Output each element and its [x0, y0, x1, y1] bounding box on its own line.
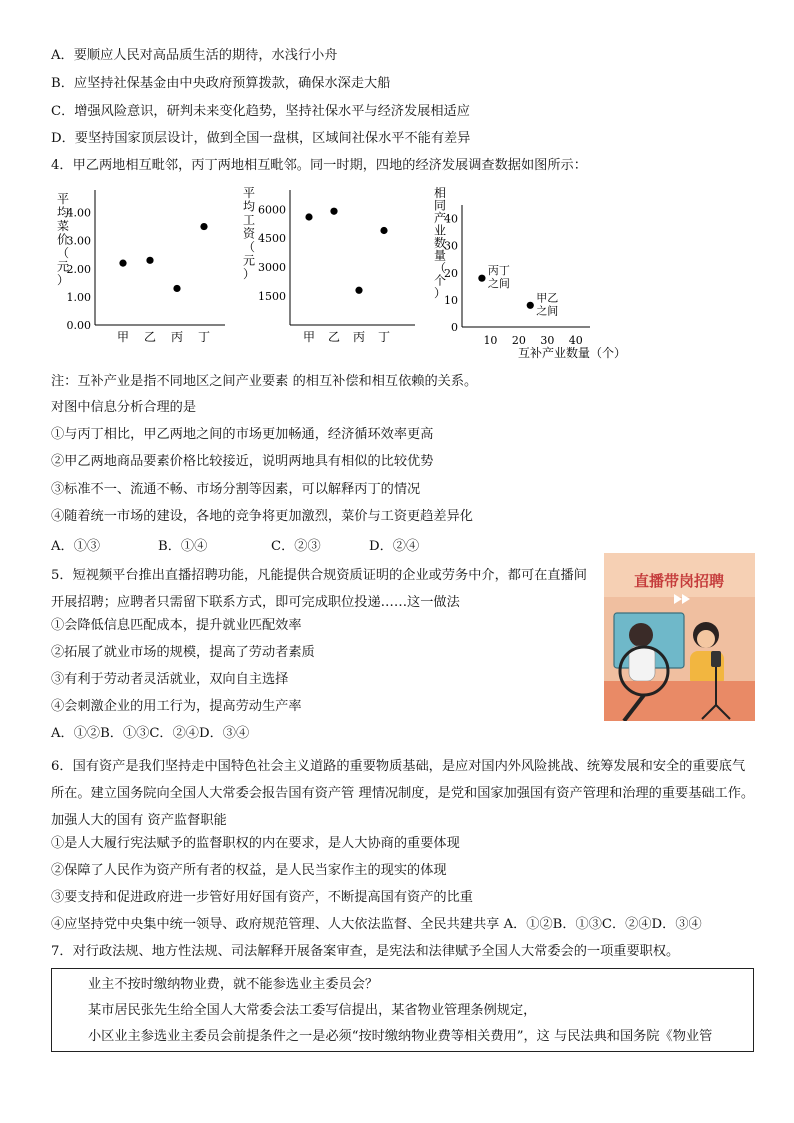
point-label: 之间 — [487, 277, 510, 291]
y-tick-label: 6000 — [258, 203, 286, 217]
x-tick-label: 30 — [540, 334, 555, 347]
data-point — [200, 223, 207, 230]
q5-item-1: ①会降低信息匹配成本，提升就业匹配效率 — [51, 618, 302, 633]
q7-stem: 7．对行政法规、地方性法规、司法解释开展备案审查，是宪法和法律赋予全国人大常委会的一项重要职权。 — [51, 944, 680, 959]
data-point — [330, 208, 337, 215]
q7-box-line-2: 某市居民张先生给全国人大常委会法工委写信提出，某省物业管理条例规定， — [88, 1003, 537, 1018]
q4-choice-a: A．①③ — [51, 539, 101, 554]
ylabel-char: 平 — [56, 192, 70, 206]
q4-choice-b: B．①④ — [158, 539, 208, 554]
x-tick-label: 40 — [568, 334, 583, 347]
data-point — [146, 257, 153, 264]
q6-item-4: ④应坚持党中央集中统一领导、政府规范管理、人大依法监督、全民共建共享 A．①②B．①③C．②④D．③④ — [51, 917, 702, 932]
poster-illustration — [604, 553, 755, 721]
y-tick-label: 30 — [444, 239, 458, 253]
q4-choice-c: C．②③ — [271, 539, 321, 554]
q5-item-4: ④会刺激企业的用工行为，提高劳动生产率 — [51, 699, 302, 714]
data-point — [305, 213, 312, 220]
data-point — [173, 285, 180, 292]
q7-box-line-1: 业主不按时缴纳物业费，就不能参选业主委员会？ — [88, 977, 379, 992]
live-recruitment-poster — [604, 553, 755, 721]
y-tick-label: 10 — [444, 293, 458, 307]
q4-item-2: ②甲乙两地商品要素价格比较接近，说明两地具有相似的比较优势 — [51, 454, 434, 469]
poster-title: 直播带岗招聘 — [633, 572, 725, 590]
y-tick-label: 0.00 — [66, 319, 91, 332]
ylabel-char: 均 — [242, 199, 256, 214]
ylabel-char: 元 — [242, 253, 256, 268]
ylabel-char: ） — [433, 286, 447, 300]
ylabel-char: 价 — [56, 232, 70, 247]
q6-item-3: ③要支持和促进政府进一步管好用好国有资产，不断提高国有资产的比重 — [51, 890, 473, 905]
chart3-xlabel: 互补产业数量（个） — [518, 346, 627, 360]
ylabel-char: 资 — [242, 226, 256, 241]
y-tick-label: 20 — [444, 266, 458, 280]
y-tick-label: 40 — [444, 212, 458, 226]
q7-material-box — [51, 968, 754, 1052]
q4-choice-d: D．②④ — [369, 539, 420, 554]
q3-option-d: D．要坚持国家顶层设计，做到全国一盘棋，区域间社保水平不能有差异 — [51, 131, 471, 146]
q5-stem: 5．短视频平台推出直播招聘功能，凡能提供合规资质证明的企业或劳务中介，都可在直播间开展招聘；应聘者只需留下联系方式，即可完成职位投递……这一做法 — [51, 568, 587, 610]
q4-question: 对图中信息分析合理的是 — [51, 400, 197, 415]
x-category-label: 乙 — [143, 330, 157, 344]
y-tick-label: 2.00 — [66, 262, 91, 276]
q4-choices — [51, 535, 419, 554]
point-label: 之间 — [536, 304, 559, 318]
x-tick-label: 10 — [483, 334, 498, 347]
x-category-label: 丙 — [352, 330, 366, 344]
ylabel-char: （ — [433, 261, 447, 275]
data-point — [478, 275, 485, 282]
ylabel-char: 平 — [242, 186, 256, 200]
ylabel-char: 相 — [433, 186, 447, 200]
y-tick-label: 4.00 — [66, 206, 91, 220]
q3-option-c: C．增强风险意识，研判未来变化趋势，坚持社保水平与经济发展相适应 — [51, 104, 470, 119]
ylabel-char: 业 — [433, 223, 447, 238]
chart-avg-wage — [240, 185, 420, 350]
y-tick-label: 1.00 — [66, 290, 91, 304]
ylabel-char: 工 — [242, 213, 256, 227]
ylabel-char: 数 — [433, 236, 447, 250]
q4-item-1: ①与丙丁相比，甲乙两地之间的市场更加畅通，经济循环效率更高 — [51, 427, 434, 442]
q3-option-b: B．应坚持社保基金由中央政府预算拨款，确保水深走大船 — [51, 76, 391, 91]
ylabel-char: 个 — [433, 273, 447, 288]
data-point — [527, 302, 534, 309]
q6-item-2: ②保障了人民作为资产所有者的权益，是人民当家作主的现实的体现 — [51, 863, 447, 878]
chart-industry-counts — [430, 185, 630, 365]
q5-choices: A．①②B．①③C．②④D．③④ — [51, 726, 250, 741]
woman-figure — [629, 623, 653, 647]
q4-item-3: ③标准不一、流通不畅、市场分割等因素，可以解释丙丁的情况 — [51, 482, 421, 497]
y-tick-label: 3.00 — [66, 234, 91, 248]
phone-icon — [711, 651, 721, 667]
q5-item-2: ②拓展了就业市场的规模，提高了劳动者素质 — [51, 645, 315, 660]
data-point — [119, 260, 126, 267]
data-point — [355, 287, 362, 294]
chart2-ylabel — [243, 186, 256, 281]
ylabel-char: （ — [242, 240, 256, 254]
x-category-label: 甲 — [302, 330, 316, 344]
point-label: 丙丁 — [487, 264, 510, 278]
q3-option-a: A．要顺应人民对高品质生活的期待，水浅行小舟 — [51, 48, 338, 63]
chart-avg-vegetable-price — [50, 185, 230, 350]
y-tick-label: 0 — [451, 321, 458, 334]
ylabel-char: 菜 — [56, 219, 70, 233]
q4-note: 注：互补产业是指不同地区之间产业要素 的相互补偿和相互依赖的关系。 — [51, 374, 478, 389]
q6-item-1: ①是人大履行宪法赋予的监督职权的内在要求，是人大协商的重要体现 — [51, 836, 460, 851]
ylabel-char: 元 — [56, 259, 70, 274]
ylabel-char: ） — [56, 273, 70, 287]
q5-item-3: ③有利于劳动者灵活就业，双向自主选择 — [51, 672, 289, 687]
q4-item-4: ④随着统一市场的建设，各地的竞争将更加激烈，菜价与工资更趋差异化 — [51, 509, 473, 524]
y-tick-label: 4500 — [258, 232, 286, 246]
q6-stem: 6．国有资产是我们坚持走中国特色社会主义道路的重要物质基础，是应对国内外风险挑战、统筹发展和安全的重要底气所在。建立国务院向全国人大常委会报告国有资产管 理情况制度，是党和国家加强国有资产管理和治理的重要基础工作。加强人大的国有 资产监督职能 — [51, 759, 755, 828]
x-category-label: 丙 — [170, 330, 184, 344]
q4-stem: 4．甲乙两地相互毗邻，丙丁两地相互毗邻。同一时期，四地的经济发展调查数据如图所示： — [51, 158, 587, 173]
y-tick-label: 3000 — [258, 261, 286, 275]
data-point — [380, 227, 387, 234]
x-category-label: 甲 — [116, 330, 130, 344]
ylabel-char: 产 — [433, 211, 447, 225]
ylabel-char: ） — [242, 267, 256, 281]
x-category-label: 丁 — [197, 330, 211, 344]
q7-box-line-3: 小区业主参选业主委员会前提条件之一是必须“按时缴纳物业费等相关费用”，这 与民法典和国务院《物业管 — [88, 1029, 713, 1044]
ylabel-char: 同 — [433, 198, 447, 213]
ylabel-char: （ — [56, 246, 70, 260]
y-tick-label: 1500 — [258, 290, 286, 304]
x-category-label: 乙 — [327, 330, 341, 344]
ylabel-char: 量 — [433, 248, 447, 263]
x-category-label: 丁 — [377, 330, 391, 344]
x-tick-label: 20 — [511, 334, 526, 347]
point-label: 甲乙 — [536, 291, 559, 305]
ylabel-char: 均 — [56, 205, 70, 220]
